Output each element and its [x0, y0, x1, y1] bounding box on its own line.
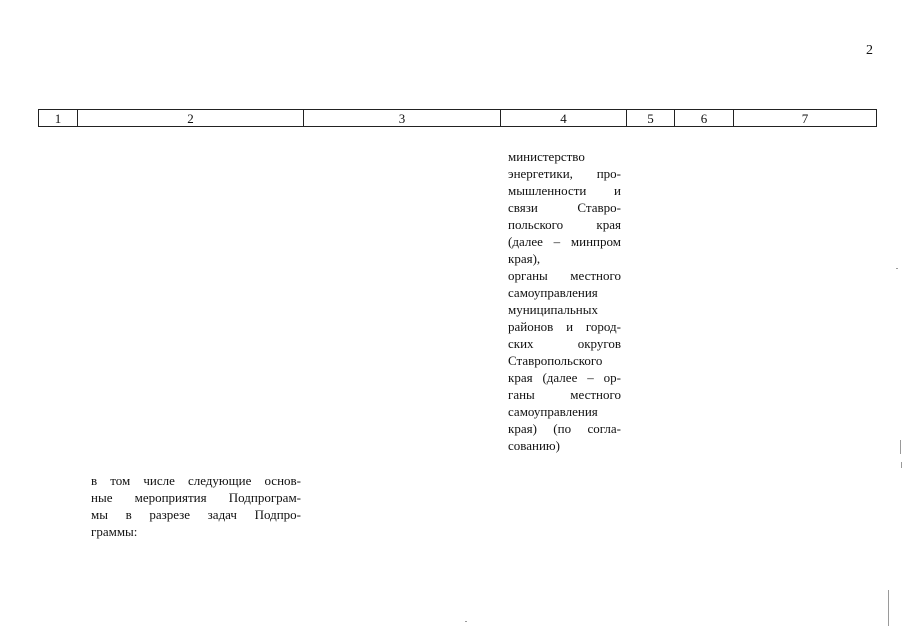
- text-line: края (далее – ор-: [508, 370, 621, 385]
- scan-edge-mark: [465, 621, 467, 622]
- column-7-number: 7: [801, 111, 809, 126]
- scan-edge-mark: [901, 462, 902, 468]
- text-line: граммы:: [91, 524, 138, 539]
- page-number: 2: [866, 43, 873, 58]
- text-line: энергетики, про-: [508, 166, 621, 181]
- column-3-number: 3: [304, 110, 501, 126]
- text-line: муниципальных: [508, 302, 599, 317]
- text-line: органы местного: [508, 268, 621, 283]
- text-line: сованию): [508, 438, 560, 453]
- column-6-number: 6: [675, 110, 734, 126]
- text-line: края),: [508, 251, 541, 266]
- text-line: края) (по согла-: [508, 421, 621, 436]
- text-line: (далее – минпром: [508, 234, 621, 249]
- text-line: в том числе следующие основ-: [91, 473, 301, 488]
- responsible-executors-text: [508, 148, 621, 454]
- text-line: ганы местного: [508, 387, 621, 402]
- column-4-number: 4: [501, 110, 627, 126]
- column-2-number: 2: [78, 110, 304, 126]
- column-1-number: 1: [39, 110, 78, 126]
- text-line: польского края: [508, 217, 621, 232]
- text-line: ских округов: [508, 336, 621, 351]
- scan-edge-mark: [896, 268, 898, 269]
- text-line: министерство: [508, 149, 585, 164]
- scan-edge-mark: [900, 440, 901, 454]
- text-line: ные мероприятия Подпрограм-: [91, 490, 301, 505]
- scan-edge-mark: [888, 590, 889, 626]
- text-line: Ставропольского: [508, 353, 603, 368]
- text-line: мы в разрезе задач Подпро-: [91, 507, 301, 522]
- text-line: мышленности и: [508, 183, 621, 198]
- text-line: самоуправления: [508, 404, 598, 419]
- text-line: районов и город-: [508, 319, 621, 334]
- text-line: связи Ставро-: [508, 200, 621, 215]
- text-line: самоуправления: [508, 285, 598, 300]
- main-measures-intro-text: [91, 472, 301, 540]
- column-number-header-row: [38, 109, 877, 127]
- column-5-number: 5: [627, 110, 675, 126]
